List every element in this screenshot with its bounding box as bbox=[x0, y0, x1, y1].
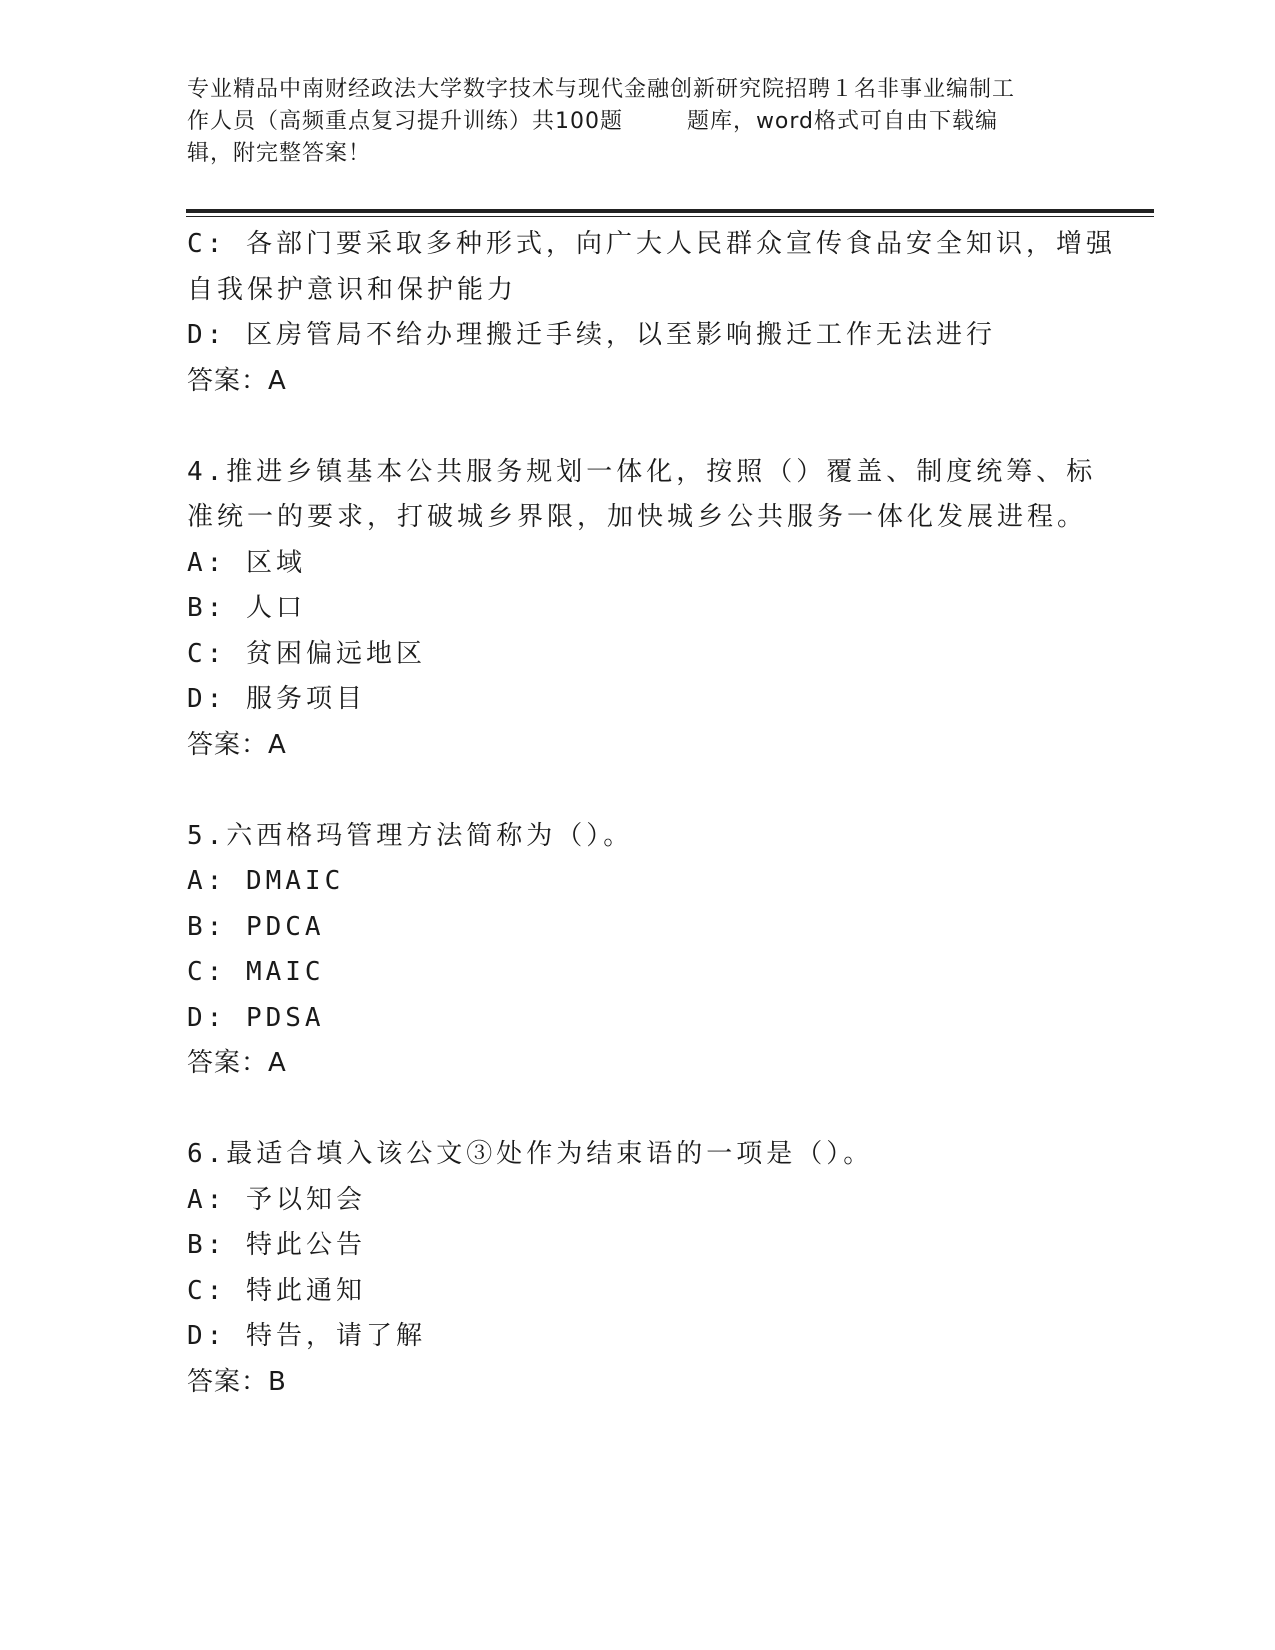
option-c: C: MAIC bbox=[187, 957, 325, 987]
question-stem-continued: 准统一的要求，打破城乡界限，加快城乡公共服务一体化发展进程。 bbox=[187, 502, 1088, 532]
option-b: B: 特此公告 bbox=[187, 1230, 366, 1260]
header-divider-thick bbox=[186, 209, 1154, 213]
question-6 bbox=[187, 1132, 1087, 1405]
question-list bbox=[187, 222, 1116, 1405]
header-line: 作人员（高频重点复习提升训练）共100题 题库，word格式可自由下载编 bbox=[187, 109, 999, 134]
question-5 bbox=[187, 814, 1087, 1087]
answer-line: 答案：A bbox=[187, 365, 287, 396]
question-4 bbox=[187, 450, 1097, 769]
question-stem: 5.六西格玛管理方法简称为（）。 bbox=[187, 820, 634, 851]
option-a: A: 予以知会 bbox=[187, 1184, 366, 1215]
option-c: C: 特此通知 bbox=[187, 1275, 366, 1306]
option-d: D: 服务项目 bbox=[187, 684, 366, 714]
option-d: D: 特告，请了解 bbox=[187, 1321, 426, 1351]
option-b: B: PDCA bbox=[187, 911, 325, 942]
option-c-continued: 自我保护意识和保护能力 bbox=[187, 274, 518, 305]
option-a: A: DMAIC bbox=[187, 866, 345, 896]
option-b: B: 人口 bbox=[187, 593, 306, 623]
header-line: 辑，附完整答案！ bbox=[187, 141, 372, 166]
spacer bbox=[187, 404, 1087, 450]
header-line: 专业精品中南财经政法大学数字技术与现代金融创新研究院招聘１名非事业编制工 bbox=[187, 77, 1016, 102]
question-stem: 6.最适合填入该公文③处作为结束语的一项是（）。 bbox=[187, 1139, 874, 1169]
answer-line: 答案：A bbox=[187, 1048, 287, 1078]
option-a: A: 区域 bbox=[187, 547, 306, 578]
option-c: C: 各部门要采取多种形式，向广大人民群众宣传食品安全知识，增强 bbox=[187, 229, 1116, 259]
answer-line: 答案：A bbox=[187, 729, 287, 760]
spacer bbox=[187, 1087, 1087, 1133]
document-header bbox=[187, 74, 1087, 170]
header-divider-thin bbox=[186, 216, 1154, 217]
option-d: D: PDSA bbox=[187, 1002, 325, 1033]
option-c: C: 贫困偏远地区 bbox=[187, 638, 426, 669]
answer-line: 答案：B bbox=[187, 1366, 287, 1397]
question-3-continuation bbox=[187, 222, 1116, 404]
question-stem: 4.推进乡镇基本公共服务规划一体化，按照（）覆盖、制度统筹、标 bbox=[187, 456, 1097, 487]
spacer bbox=[187, 768, 1087, 814]
option-d: D: 区房管局不给办理搬迁手续，以至影响搬迁工作无法进行 bbox=[187, 320, 996, 350]
